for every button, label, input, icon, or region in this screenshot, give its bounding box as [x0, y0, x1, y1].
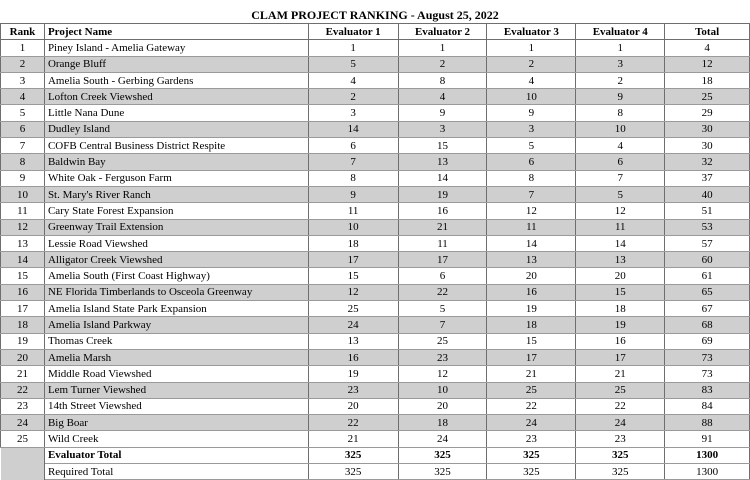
- total-cell: 4: [665, 40, 750, 56]
- project-name-cell: Alligator Creek Viewshed: [44, 252, 308, 268]
- rank-cell: 14: [1, 252, 45, 268]
- blank-cell: [1, 464, 45, 480]
- rank-cell: 7: [1, 138, 45, 154]
- evaluator-3-cell: 9: [487, 105, 576, 121]
- header-evaluator-2: Evaluator 2: [398, 24, 487, 40]
- project-name-cell: Amelia Marsh: [44, 349, 308, 365]
- evaluator-2-cell: 15: [398, 138, 487, 154]
- evaluator-2-cell: 24: [398, 431, 487, 447]
- project-name-cell: Amelia South - Gerbing Gardens: [44, 72, 308, 88]
- total-cell: 84: [665, 398, 750, 414]
- header-total: Total: [665, 24, 750, 40]
- evaluator-4-cell: 15: [576, 284, 665, 300]
- rank-cell: 24: [1, 415, 45, 431]
- evaluator-3-cell: 25: [487, 382, 576, 398]
- evaluator-1-cell: 11: [308, 203, 398, 219]
- table-row: [1, 203, 750, 219]
- total-cell: 57: [665, 235, 750, 251]
- evaluator-1-cell: 13: [308, 333, 398, 349]
- project-name-cell: 14th Street Viewshed: [44, 398, 308, 414]
- project-name-cell: Big Boar: [44, 415, 308, 431]
- evaluator-3-cell: 22: [487, 398, 576, 414]
- rank-cell: 6: [1, 121, 45, 137]
- table-row: [1, 366, 750, 382]
- evaluator-1-cell: 20: [308, 398, 398, 414]
- evaluator-4-cell: 10: [576, 121, 665, 137]
- evaluator-2-cell: 18: [398, 415, 487, 431]
- evaluator-3-cell: 20: [487, 268, 576, 284]
- total-cell: 1300: [665, 447, 750, 463]
- total-cell: 73: [665, 349, 750, 365]
- project-name-cell: Piney Island - Amelia Gateway: [44, 40, 308, 56]
- rank-cell: 15: [1, 268, 45, 284]
- required-total-row: [1, 464, 750, 480]
- rank-cell: 5: [1, 105, 45, 121]
- rank-cell: 22: [1, 382, 45, 398]
- evaluator-4-cell: 9: [576, 89, 665, 105]
- evaluator-3-cell: 15: [487, 333, 576, 349]
- evaluator-1-cell: 325: [308, 464, 398, 480]
- table-row: [1, 89, 750, 105]
- evaluator-3-cell: 16: [487, 284, 576, 300]
- evaluator-1-cell: 25: [308, 301, 398, 317]
- evaluator-3-cell: 6: [487, 154, 576, 170]
- evaluator-4-cell: 1: [576, 40, 665, 56]
- rank-cell: 20: [1, 349, 45, 365]
- total-cell: 40: [665, 186, 750, 202]
- evaluator-1-cell: 24: [308, 317, 398, 333]
- evaluator-4-cell: 17: [576, 349, 665, 365]
- evaluator-3-cell: 19: [487, 301, 576, 317]
- rank-cell: 18: [1, 317, 45, 333]
- evaluator-1-cell: 325: [308, 447, 398, 463]
- evaluator-2-cell: 25: [398, 333, 487, 349]
- evaluator-1-cell: 8: [308, 170, 398, 186]
- evaluator-4-cell: 13: [576, 252, 665, 268]
- project-name-cell: Lofton Creek Viewshed: [44, 89, 308, 105]
- evaluator-2-cell: 22: [398, 284, 487, 300]
- table-row: [1, 154, 750, 170]
- header-rank: Rank: [1, 24, 45, 40]
- evaluator-1-cell: 14: [308, 121, 398, 137]
- rank-cell: 23: [1, 398, 45, 414]
- table-row: [1, 317, 750, 333]
- evaluator-2-cell: 3: [398, 121, 487, 137]
- evaluator-1-cell: 1: [308, 40, 398, 56]
- evaluator-4-cell: 14: [576, 235, 665, 251]
- evaluator-2-cell: 13: [398, 154, 487, 170]
- evaluator-4-cell: 325: [576, 464, 665, 480]
- label-cell: Required Total: [44, 464, 308, 480]
- evaluator-3-cell: 14: [487, 235, 576, 251]
- rank-cell: 19: [1, 333, 45, 349]
- project-name-cell: Dudley Island: [44, 121, 308, 137]
- table-row: [1, 121, 750, 137]
- total-cell: 12: [665, 56, 750, 72]
- evaluator-3-cell: 10: [487, 89, 576, 105]
- total-cell: 1300: [665, 464, 750, 480]
- project-name-cell: Amelia South (First Coast Highway): [44, 268, 308, 284]
- evaluator-4-cell: 7: [576, 170, 665, 186]
- evaluator-4-cell: 25: [576, 382, 665, 398]
- evaluator-3-cell: 325: [487, 464, 576, 480]
- evaluator-4-cell: 19: [576, 317, 665, 333]
- table-row: [1, 170, 750, 186]
- evaluator-2-cell: 23: [398, 349, 487, 365]
- evaluator-3-cell: 8: [487, 170, 576, 186]
- table-row: [1, 415, 750, 431]
- rank-cell: 2: [1, 56, 45, 72]
- evaluator-3-cell: 18: [487, 317, 576, 333]
- header-row: [1, 24, 750, 40]
- evaluator-total-row: [1, 447, 750, 463]
- rank-cell: 25: [1, 431, 45, 447]
- evaluator-2-cell: 11: [398, 235, 487, 251]
- evaluator-4-cell: 18: [576, 301, 665, 317]
- table-row: [1, 349, 750, 365]
- header-evaluator-4: Evaluator 4: [576, 24, 665, 40]
- evaluator-1-cell: 16: [308, 349, 398, 365]
- evaluator-4-cell: 6: [576, 154, 665, 170]
- evaluator-4-cell: 3: [576, 56, 665, 72]
- evaluator-2-cell: 5: [398, 301, 487, 317]
- evaluator-4-cell: 16: [576, 333, 665, 349]
- evaluator-4-cell: 24: [576, 415, 665, 431]
- evaluator-1-cell: 7: [308, 154, 398, 170]
- table-body: [1, 40, 750, 480]
- evaluator-1-cell: 12: [308, 284, 398, 300]
- page-title: CLAM PROJECT RANKING - August 25, 2022: [251, 8, 499, 22]
- evaluator-4-cell: 8: [576, 105, 665, 121]
- evaluator-3-cell: 2: [487, 56, 576, 72]
- header-evaluator-1: Evaluator 1: [308, 24, 398, 40]
- total-cell: 32: [665, 154, 750, 170]
- total-cell: 91: [665, 431, 750, 447]
- blank-cell: [1, 447, 45, 463]
- evaluator-3-cell: 17: [487, 349, 576, 365]
- evaluator-1-cell: 17: [308, 252, 398, 268]
- total-cell: 53: [665, 219, 750, 235]
- ranking-table: [0, 23, 750, 480]
- evaluator-3-cell: 4: [487, 72, 576, 88]
- rank-cell: 11: [1, 203, 45, 219]
- total-cell: 60: [665, 252, 750, 268]
- table-row: [1, 105, 750, 121]
- evaluator-3-cell: 11: [487, 219, 576, 235]
- evaluator-2-cell: 21: [398, 219, 487, 235]
- table-row: [1, 219, 750, 235]
- rank-cell: 12: [1, 219, 45, 235]
- evaluator-4-cell: 4: [576, 138, 665, 154]
- project-name-cell: NE Florida Timberlands to Osceola Greenway: [44, 284, 308, 300]
- evaluator-3-cell: 1: [487, 40, 576, 56]
- evaluator-3-cell: 12: [487, 203, 576, 219]
- total-cell: 29: [665, 105, 750, 121]
- project-name-cell: COFB Central Business District Respite: [44, 138, 308, 154]
- table-row: [1, 268, 750, 284]
- project-name-cell: Amelia Island Parkway: [44, 317, 308, 333]
- evaluator-1-cell: 22: [308, 415, 398, 431]
- evaluator-4-cell: 22: [576, 398, 665, 414]
- total-cell: 37: [665, 170, 750, 186]
- total-cell: 68: [665, 317, 750, 333]
- table-row: [1, 56, 750, 72]
- evaluator-1-cell: 15: [308, 268, 398, 284]
- evaluator-2-cell: 8: [398, 72, 487, 88]
- evaluator-1-cell: 21: [308, 431, 398, 447]
- evaluator-4-cell: 23: [576, 431, 665, 447]
- rank-cell: 3: [1, 72, 45, 88]
- evaluator-2-cell: 19: [398, 186, 487, 202]
- total-cell: 65: [665, 284, 750, 300]
- evaluator-4-cell: 5: [576, 186, 665, 202]
- total-cell: 73: [665, 366, 750, 382]
- project-name-cell: Middle Road Viewshed: [44, 366, 308, 382]
- evaluator-1-cell: 9: [308, 186, 398, 202]
- project-name-cell: Wild Creek: [44, 431, 308, 447]
- total-cell: 25: [665, 89, 750, 105]
- evaluator-1-cell: 10: [308, 219, 398, 235]
- total-cell: 88: [665, 415, 750, 431]
- evaluator-3-cell: 5: [487, 138, 576, 154]
- evaluator-2-cell: 14: [398, 170, 487, 186]
- evaluator-1-cell: 23: [308, 382, 398, 398]
- header-project-name: Project Name: [44, 24, 308, 40]
- total-cell: 67: [665, 301, 750, 317]
- evaluator-2-cell: 17: [398, 252, 487, 268]
- project-name-cell: Thomas Creek: [44, 333, 308, 349]
- table-row: [1, 382, 750, 398]
- total-cell: 30: [665, 138, 750, 154]
- rank-cell: 16: [1, 284, 45, 300]
- rank-cell: 13: [1, 235, 45, 251]
- evaluator-3-cell: 3: [487, 121, 576, 137]
- evaluator-2-cell: 10: [398, 382, 487, 398]
- evaluator-4-cell: 21: [576, 366, 665, 382]
- evaluator-3-cell: 13: [487, 252, 576, 268]
- evaluator-4-cell: 325: [576, 447, 665, 463]
- table-row: [1, 301, 750, 317]
- evaluator-4-cell: 2: [576, 72, 665, 88]
- evaluator-1-cell: 19: [308, 366, 398, 382]
- table-row: [1, 284, 750, 300]
- project-name-cell: Cary State Forest Expansion: [44, 203, 308, 219]
- table-row: [1, 398, 750, 414]
- project-name-cell: Orange Bluff: [44, 56, 308, 72]
- evaluator-2-cell: 325: [398, 447, 487, 463]
- project-name-cell: Lem Turner Viewshed: [44, 382, 308, 398]
- project-name-cell: St. Mary's River Ranch: [44, 186, 308, 202]
- evaluator-2-cell: 16: [398, 203, 487, 219]
- table-row: [1, 138, 750, 154]
- evaluator-4-cell: 12: [576, 203, 665, 219]
- evaluator-2-cell: 20: [398, 398, 487, 414]
- total-cell: 61: [665, 268, 750, 284]
- evaluator-3-cell: 325: [487, 447, 576, 463]
- table-row: [1, 72, 750, 88]
- evaluator-2-cell: 1: [398, 40, 487, 56]
- table-row: [1, 40, 750, 56]
- evaluator-2-cell: 12: [398, 366, 487, 382]
- total-cell: 51: [665, 203, 750, 219]
- label-cell: Evaluator Total: [44, 447, 308, 463]
- evaluator-2-cell: 325: [398, 464, 487, 480]
- project-name-cell: Amelia Island State Park Expansion: [44, 301, 308, 317]
- evaluator-3-cell: 21: [487, 366, 576, 382]
- project-name-cell: Little Nana Dune: [44, 105, 308, 121]
- total-cell: 30: [665, 121, 750, 137]
- table-row: [1, 333, 750, 349]
- evaluator-2-cell: 2: [398, 56, 487, 72]
- total-cell: 18: [665, 72, 750, 88]
- project-name-cell: Greenway Trail Extension: [44, 219, 308, 235]
- project-name-cell: Lessie Road Viewshed: [44, 235, 308, 251]
- evaluator-1-cell: 2: [308, 89, 398, 105]
- header-evaluator-3: Evaluator 3: [487, 24, 576, 40]
- evaluator-2-cell: 9: [398, 105, 487, 121]
- rank-cell: 10: [1, 186, 45, 202]
- evaluator-3-cell: 7: [487, 186, 576, 202]
- evaluator-1-cell: 3: [308, 105, 398, 121]
- table-row: [1, 431, 750, 447]
- table-row: [1, 235, 750, 251]
- project-name-cell: Baldwin Bay: [44, 154, 308, 170]
- table-row: [1, 252, 750, 268]
- evaluator-4-cell: 20: [576, 268, 665, 284]
- table-row: [1, 186, 750, 202]
- evaluator-1-cell: 4: [308, 72, 398, 88]
- rank-cell: 1: [1, 40, 45, 56]
- evaluator-3-cell: 24: [487, 415, 576, 431]
- rank-cell: 4: [1, 89, 45, 105]
- evaluator-2-cell: 4: [398, 89, 487, 105]
- evaluator-2-cell: 7: [398, 317, 487, 333]
- total-cell: 83: [665, 382, 750, 398]
- evaluator-1-cell: 18: [308, 235, 398, 251]
- total-cell: 69: [665, 333, 750, 349]
- rank-cell: 17: [1, 301, 45, 317]
- evaluator-4-cell: 11: [576, 219, 665, 235]
- rank-cell: 9: [1, 170, 45, 186]
- evaluator-1-cell: 5: [308, 56, 398, 72]
- rank-cell: 8: [1, 154, 45, 170]
- evaluator-2-cell: 6: [398, 268, 487, 284]
- project-name-cell: White Oak - Ferguson Farm: [44, 170, 308, 186]
- evaluator-3-cell: 23: [487, 431, 576, 447]
- evaluator-1-cell: 6: [308, 138, 398, 154]
- rank-cell: 21: [1, 366, 45, 382]
